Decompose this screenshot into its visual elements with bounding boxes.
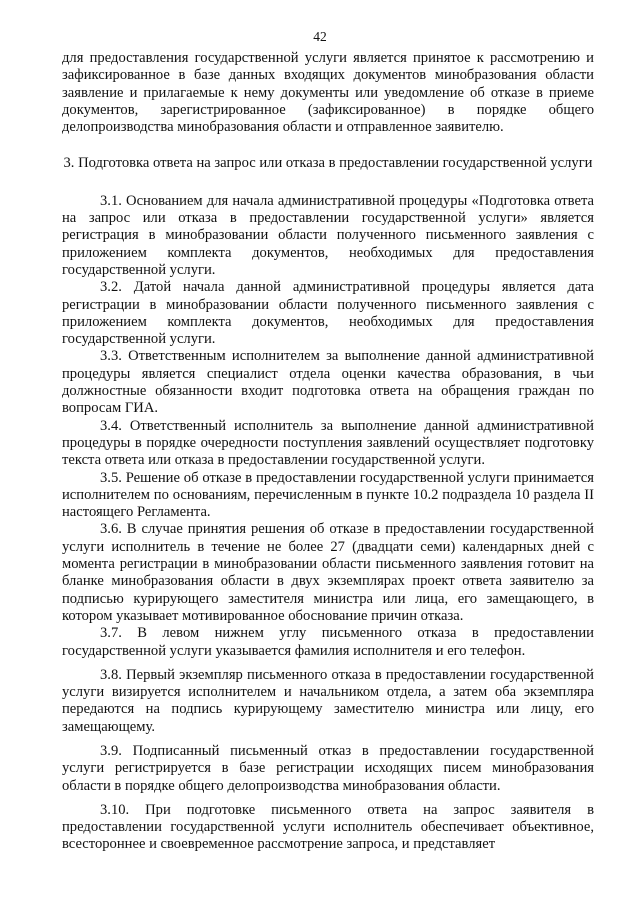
paragraph-3-10: 3.10. При подготовке письменного ответа на запрос заявителя в предоставлении государственной услуги исполнитель обеспечивает объективное, всестороннее и своевременное рассмотрение запроса, и представляет xyxy=(62,801,594,853)
paragraph-3-1: 3.1. Основанием для начала административной процедуры «Подготовка ответа на запрос или отказа в предоставлении государственной услуги» является регистрация в минобразовании области полученного письменного заявления с приложением комплекта документов, необходимых для предоставления государственной услуги. xyxy=(62,192,594,278)
document-body xyxy=(62,50,594,854)
paragraph-3-5: 3.5. Решение об отказе в предоставлении государственной услуги принимается исполнителем по основаниям, перечисленным в пункте 10.2 подраздела 10 раздела II настоящего Регламента. xyxy=(62,469,594,521)
paragraph-3-4: 3.4. Ответственный исполнитель за выполнение данной административной процедуры в порядке очередности поступления заявлений осуществляет подготовку текста ответа или отказа в предоставлении государственной услуги. xyxy=(62,417,594,469)
paragraph-3-3: 3.3. Ответственным исполнителем за выполнение данной административной процедуры является специалист отдела оценки качества образования, в чьи должностные обязанности входит подготовка ответа на обращения граждан по вопросам ГИА. xyxy=(62,348,594,417)
paragraph-3-7: 3.7. В левом нижнем углу письменного отказа в предоставлении государственной услуги указывается фамилия исполнителя и его телефон. xyxy=(62,625,594,659)
paragraph-3-9: 3.9. Подписанный письменный отказ в предоставлении государственной услуги регистрируется в базе регистрации исходящих писем минобразования области в порядке общего делопроизводства минобразования области. xyxy=(62,742,594,794)
paragraph-3-2: 3.2. Датой начала данной административной процедуры является дата регистрации в минобразовании области полученного письменного заявления с приложением комплекта документов, необходимых для предоставления государственной услуги. xyxy=(62,279,594,348)
section-heading: 3. Подготовка ответа на запрос или отказа в предоставлении государственной услуги xyxy=(63,155,593,172)
paragraph-3-6: 3.6. В случае принятия решения об отказе в предоставлении государственной услуги исполнитель в течение не более 27 (двадцати семи) календарных дней с момента регистрации в минобразовании области письменного заявления готовит на бланке минобразования области в двух экземплярах проект ответа заявителю за подписью курирующего заместителя министра или лица, его замещающего, в котором указывает мотивированное обоснование причин отказа. xyxy=(62,521,594,624)
intro-paragraph: для предоставления государственной услуги является принятое к рассмотрению и зафиксированное в базе данных входящих документов минобразования области заявление и прилагаемые к нему документы или уведомление об отказе в приеме документов, зарегистрированное (зафиксированное) в порядке общего делопроизводства минобразования области и отправленное заявителю. xyxy=(62,50,594,136)
page-number: 42 xyxy=(313,29,327,44)
paragraph-3-8: 3.8. Первый экземпляр письменного отказа в предоставлении государственной услуги визируется исполнителем и начальником отдела, а затем оба экземпляра передаются на подпись курирующему заместителю министра или лицу, его замещающему. xyxy=(62,666,594,735)
